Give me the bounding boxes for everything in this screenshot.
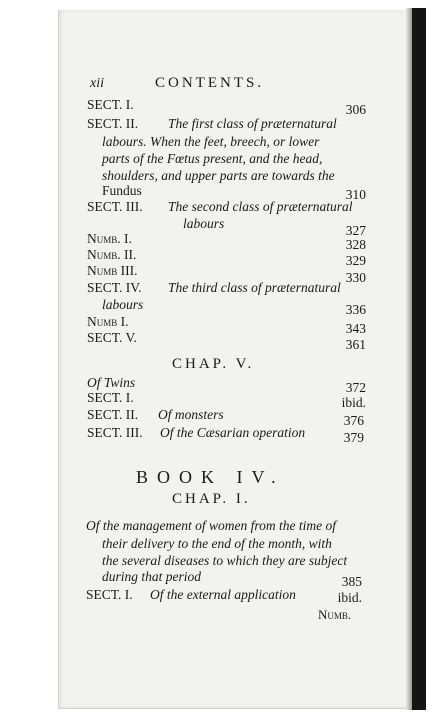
entry-page: ibid.: [337, 590, 362, 605]
entry-desc: Of the management of women from the time of: [86, 518, 336, 533]
entry-label: SECT. II.: [87, 407, 139, 422]
entry-label: SECT. V.: [87, 330, 137, 345]
entry-page: 329: [345, 253, 366, 268]
entry-desc: labours: [102, 297, 144, 312]
entry-label: SECT. IV.: [87, 280, 142, 295]
entry-label: Numb. I.: [87, 231, 132, 246]
entry-page: 330: [345, 270, 366, 285]
entry-label: Numb III.: [87, 263, 138, 278]
entry-label: SECT. III.: [87, 199, 143, 214]
entry-desc: the several diseases to which they are subject: [102, 553, 348, 568]
entry-page: 327: [345, 223, 366, 238]
entry-label: SECT. II.: [87, 116, 139, 131]
entry-desc: parts of the Fœtus present, and the head,: [102, 151, 323, 166]
entry-label: Numb. II.: [87, 247, 137, 262]
entry-page: 372: [345, 380, 366, 395]
entry-page: 328: [345, 237, 366, 252]
entry-desc: Fundus: [102, 183, 142, 198]
chapter-heading: CHAP. I.: [172, 491, 251, 507]
entry-page: 379: [343, 430, 364, 445]
book-heading: BOOK IV.: [136, 467, 285, 487]
entry-desc: Of the external application: [150, 587, 296, 602]
entry-page: 306: [345, 102, 366, 117]
page-number: xii: [90, 76, 104, 91]
chapter-heading: CHAP. V.: [172, 356, 255, 372]
entry-label: SECT. III.: [87, 425, 143, 440]
book-spine: [412, 8, 426, 710]
entry-desc: during that period: [102, 569, 202, 584]
entry-desc: The second class of præternatural: [168, 199, 353, 214]
entry-page: ibid.: [341, 395, 366, 410]
entry-desc: The first class of præternatural: [168, 116, 337, 131]
entry-page: 343: [345, 321, 366, 336]
entry-desc: Of the Cæsarian operation: [160, 425, 306, 440]
entry-page: 361: [345, 337, 366, 352]
entry-label: Numb I.: [87, 314, 129, 329]
entry-label: SECT. I.: [87, 390, 134, 405]
catchword: Numb.: [318, 607, 352, 622]
entry-desc: labours: [183, 216, 225, 231]
entry-desc: The third class of præternatural: [168, 280, 341, 295]
entry-page: 310: [345, 187, 366, 202]
entry-page: 385: [341, 574, 362, 589]
entry-label: SECT. I.: [86, 587, 133, 602]
entry-desc: Of monsters: [158, 407, 224, 422]
entry-label: Of Twins: [87, 375, 136, 390]
entry-page: 376: [343, 413, 364, 428]
page-title: CONTENTS.: [155, 75, 265, 91]
entry-desc: labours. When the feet, breech, or lower: [102, 134, 320, 149]
entry-page: 336: [345, 302, 366, 317]
entry-desc: their delivery to the end of the month, with: [102, 536, 332, 551]
entry-desc: shoulders, and upper parts are towards the: [102, 168, 335, 183]
entry-label: SECT. I.: [87, 97, 134, 112]
